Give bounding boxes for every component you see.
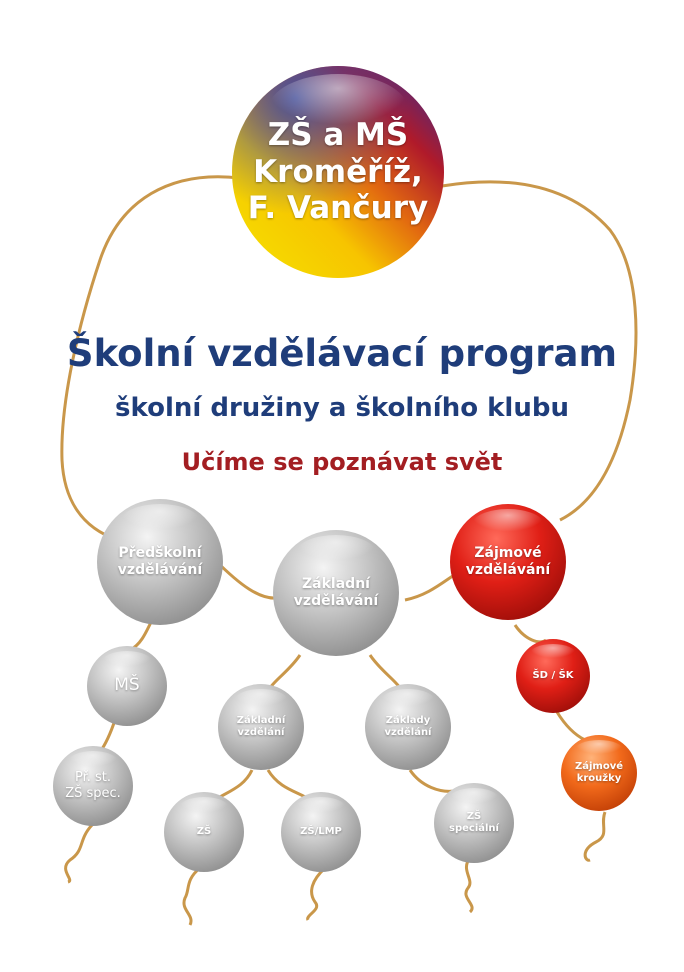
label-zakladni-vzdelani: Základní vzdělání bbox=[236, 714, 286, 738]
label-zajmove: Zájmové vzdělávání bbox=[465, 544, 551, 578]
label-zs: ZŠ bbox=[196, 825, 212, 837]
label-zaklady-vzdelani: Základy vzdělání bbox=[384, 714, 432, 738]
page-title: Školní vzdělávací program bbox=[66, 332, 618, 375]
label-zajmove-krouzky: Zájmové kroužky bbox=[574, 760, 624, 784]
label-ms: MŠ bbox=[114, 675, 140, 696]
page-motto: Učíme se poznávat svět bbox=[181, 448, 503, 476]
label-sd-sk: ŠD / ŠK bbox=[532, 669, 574, 681]
label-pr-st: Př. st. ZŠ spec. bbox=[65, 769, 121, 801]
label-zs-lmp: ZŠ/LMP bbox=[300, 825, 342, 837]
label-zs-specialni: ZŠ speciální bbox=[449, 810, 499, 834]
main-bubble-label: ZŠ a MŠ Kroměříž, F. Vančury bbox=[247, 117, 429, 227]
label-zakladni: Základní vzdělávání bbox=[293, 575, 379, 609]
label-predskolni: Předškolní vzdělávání bbox=[117, 544, 203, 578]
page-subtitle: školní družiny a školního klubu bbox=[115, 393, 569, 423]
